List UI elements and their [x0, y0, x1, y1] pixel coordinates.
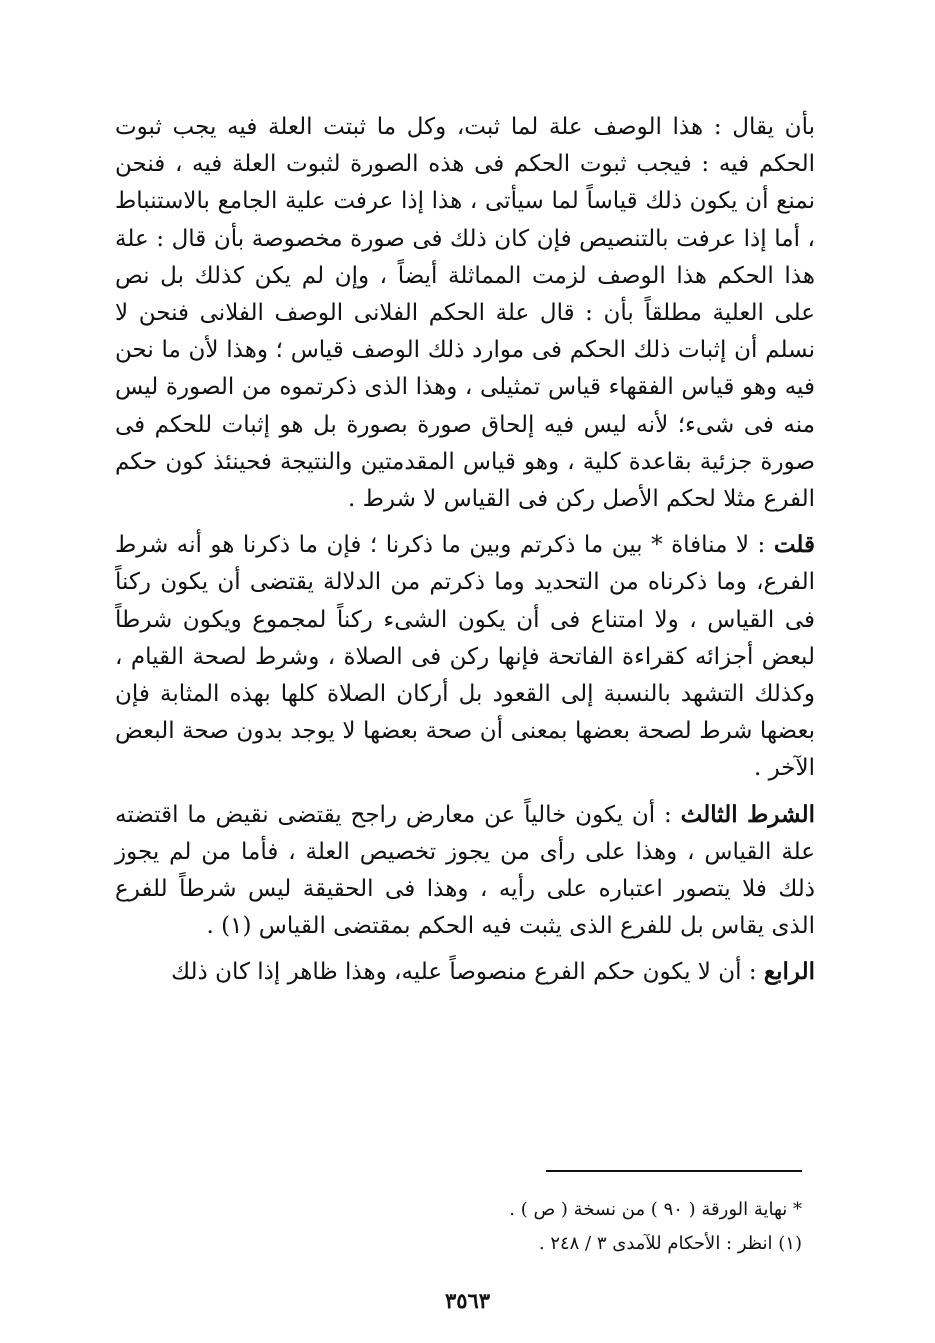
page-number: ٣٥٦٣: [444, 1288, 491, 1313]
paragraph-text: : أن لا يكون حكم الفرع منصوصاً عليه، وهذا ظاهر إذا كان ذلك: [171, 959, 757, 986]
paragraph-text: بأن يقال : هذا الوصف علة لما ثبت، وكل ما ثبتت العلة فيه يجب ثبوت الحكم فيه : فيجب ثبوت الحكم فى هذه الصورة لثبوت العلة فيه ، فنحن نمنع أن يكون ذلك قياساً لما سيأتى ، هذا إذا عرفت علية الجامع بالاستنباط ، أما إذا عرفت بالتنصيص فإن كان ذلك فى صورة مخصوصة بأن قال : علة هذا الحكم هذا الوصف لزمت المماثلة أيضاً ، وإن لم يكن كذلك بل نص على العلية مطلقاً بأن : قال علة الحكم الفلانى الوصف الفلانى فنحن لا نسلم أن إثبات ذلك الحكم فى موارد ذلك الوصف قياس ؛ وهذا لأن ما نحن فيه وهو قياس الفقهاء قياس تمثيلى ، وهذا الذى ذكرتموه من الصورة ليس منه فى شىء؛ لأنه ليس فيه إلحاق صورة بصورة بل هو إثبات للحكم فى صورة جزئية بقاعدة كلية ، وهو قياس المقدمتين والنتيجة فحينئذ كون حكم الفرع مثلا لحكم الأصل ركن فى القياس لا شرط .: [115, 114, 815, 513]
paragraph-3: [115, 796, 815, 946]
paragraph-text: : أن يكون خالياً عن معارض راجح يقتضى نقيض ما اقتضته علة القياس ، وهذا على رأى من يجوز تخصيص العلة ، فأما من لم يجوز ذلك فلا يتصور اعتباره على رأيه ، وهذا فى الحقيقة ليس شرطاً للفرع الذى يقاس بل للفرع الذى يثبت فيه الحكم بمقتضى القياس (١) .: [115, 801, 815, 940]
paragraph-lead: الرابع: [763, 958, 815, 986]
footnote-reference: (١) انظر : الأحكام للآمدى ٣ / ٢٤٨ .: [538, 1233, 802, 1254]
paragraph-lead: قلت: [773, 531, 816, 559]
paragraph-4: [115, 953, 815, 991]
paragraph-text: : لا منافاة * بين ما ذكرتم وبين ما ذكرنا ؛ فإن ما ذكرنا هو أنه شرط الفرع، وما ذكرناه من التحديد وما ذكرتم من الدلالة يقتضى أن يكون ركناً فى القياس ، ولا امتناع فى أن يكون الشىء ركناً لمجموع ويكون شرطاً لبعض أجزائه كقراءة الفاتحة فإنها ركن فى الصلاة ، وشرط لصحة القيام ، وكذلك التشهد بالنسبة إلى القعود بل أركان الصلاة كلها بهذه المثابة فإن بعضها شرط لصحة بعضها بمعنى أن صحة بعضها لا يوجد بدون صحة البعض الآخر .: [115, 532, 815, 782]
main-text: [115, 108, 815, 1000]
paragraph-1: [115, 108, 815, 518]
footnote-divider: [546, 1170, 802, 1172]
paragraph-2: [115, 526, 815, 787]
paragraph-lead: الشرط الثالث: [680, 800, 816, 828]
footnotes: [302, 1193, 802, 1261]
footnote-manuscript-note: * نهاية الورقة ( ٩٠ ) من نسخة ( ص ) .: [509, 1199, 802, 1220]
